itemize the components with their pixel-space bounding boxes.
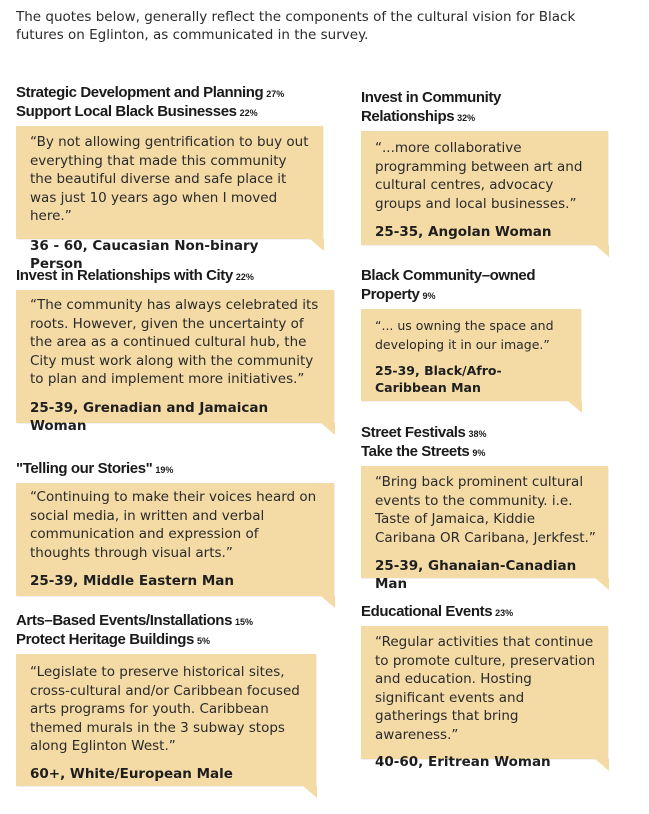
block-heading xyxy=(16,612,316,650)
heading-title: Take the Streets xyxy=(361,443,470,460)
heading-line xyxy=(361,108,608,127)
heading-title: Relationships xyxy=(361,108,455,125)
quote-attribution: 25-35, Angolan Woman xyxy=(375,224,552,240)
heading-percent: 22% xyxy=(239,108,258,118)
block-heading xyxy=(16,267,334,286)
quote-block-relationships-with-city xyxy=(16,267,334,434)
heading-percent: 5% xyxy=(196,636,210,646)
heading-line xyxy=(16,84,323,103)
quote-block-strategic-development xyxy=(16,84,323,272)
heading-title: Educational Events xyxy=(361,603,493,620)
heading-percent: 23% xyxy=(495,608,514,618)
quote-block-arts-based-events xyxy=(16,612,316,786)
quote-block-educational-events xyxy=(361,603,608,770)
heading-title: Black Community–owned xyxy=(361,267,536,284)
quote-attribution: 25-39, Ghanaian-Canadian Man xyxy=(375,558,577,592)
heading-percent: 32% xyxy=(457,113,476,123)
quote-card xyxy=(16,654,316,786)
quote-text: “Continuing to make their voices heard on social media, in written and verbal communication and expression of thoughts through visual arts.” xyxy=(30,489,317,561)
block-heading xyxy=(361,424,608,462)
heading-percent: 19% xyxy=(155,465,174,475)
heading-line xyxy=(361,286,581,305)
quote-card xyxy=(16,126,323,272)
quote-text: “Regular activities that continue to promote culture, preservation and education. Hosting significant events and gatherings that bring awareness.” xyxy=(375,634,596,743)
heading-percent: 15% xyxy=(235,617,254,627)
heading-percent: 27% xyxy=(266,89,285,99)
heading-percent: 9% xyxy=(422,291,436,301)
quote-card xyxy=(361,131,608,245)
heading-line xyxy=(16,267,334,286)
quote-attribution: 36 - 60, Caucasian Non-binary Person xyxy=(30,237,259,272)
heading-line xyxy=(16,612,316,631)
heading-title: Arts–Based Events/Installations xyxy=(16,612,233,629)
heading-title: Strategic Development and Planning xyxy=(16,84,264,101)
heading-line xyxy=(16,460,334,479)
quote-attribution: 25-39, Grenadian and Jamaican Woman xyxy=(30,399,269,434)
quote-card xyxy=(361,626,608,770)
heading-percent: 22% xyxy=(235,272,254,282)
quote-block-telling-our-stories xyxy=(16,460,334,596)
quote-card xyxy=(16,290,334,434)
heading-title: Street Festivals xyxy=(361,424,466,441)
heading-line xyxy=(16,103,323,122)
heading-percent: 38% xyxy=(468,429,487,439)
quote-attribution: 25-39, Middle Eastern Man xyxy=(30,573,234,589)
quote-text: “Bring back prominent cultural events to the community. i.e. Taste of Jamaica, Kiddie Caribana OR Caribana, Jerkfest.” xyxy=(375,474,596,546)
block-heading xyxy=(16,460,334,479)
block-heading xyxy=(16,84,323,122)
heading-title: Support Local Black Businesses xyxy=(16,103,237,120)
quote-block-community-owned-property xyxy=(361,267,581,401)
quote-card xyxy=(16,483,334,596)
block-heading xyxy=(361,603,608,622)
heading-line xyxy=(361,89,608,108)
block-heading xyxy=(361,89,608,127)
heading-line xyxy=(361,424,608,443)
heading-title: Invest in Community xyxy=(361,89,501,106)
block-heading xyxy=(361,267,581,305)
heading-line xyxy=(16,631,316,650)
quote-card xyxy=(361,309,581,401)
quote-text: “... us owning the space and developing it in our image.” xyxy=(375,318,554,352)
quote-text: “Legislate to preserve historical sites, cross-cultural and/or Caribbean focused arts programs for youth. Caribbean themed murals in the 3 subway stops along Eglinton West.” xyxy=(30,664,300,754)
heading-title: Protect Heritage Buildings xyxy=(16,631,194,648)
quote-text: “By not allowing gentrification to buy out everything that made this community the beautiful diverse and safe place it was just 10 years ago when I moved here.” xyxy=(30,134,309,224)
quote-attribution: 25-39, Black/Afro-Caribbean Man xyxy=(375,363,502,395)
intro-text: The quotes below, generally reflect the components of the cultural vision for Black futures on Eglinton, as communicated in the survey. xyxy=(16,9,576,43)
quote-block-community-relationships xyxy=(361,89,608,245)
heading-percent: 9% xyxy=(472,448,486,458)
quote-block-street-festivals xyxy=(361,424,608,592)
quote-text: “...more collaborative programming between art and cultural centres, advocacy groups and local businesses.” xyxy=(375,140,583,212)
heading-title: "Telling our Stories" xyxy=(16,460,153,477)
heading-line xyxy=(361,267,581,286)
heading-line xyxy=(361,603,608,622)
quote-attribution: 40-60, Eritrean Woman xyxy=(375,754,551,770)
heading-line xyxy=(361,443,608,462)
quote-attribution: 60+, White/European Male xyxy=(30,765,233,782)
quote-card xyxy=(361,466,608,592)
heading-title: Invest in Relationships with City xyxy=(16,267,233,284)
quote-text: “The community has always celebrated its roots. However, given the uncertainty of the area as a continued cultural hub, the City must work along with the community to plan and implement more initiatives.” xyxy=(30,297,319,387)
heading-title: Property xyxy=(361,286,420,303)
